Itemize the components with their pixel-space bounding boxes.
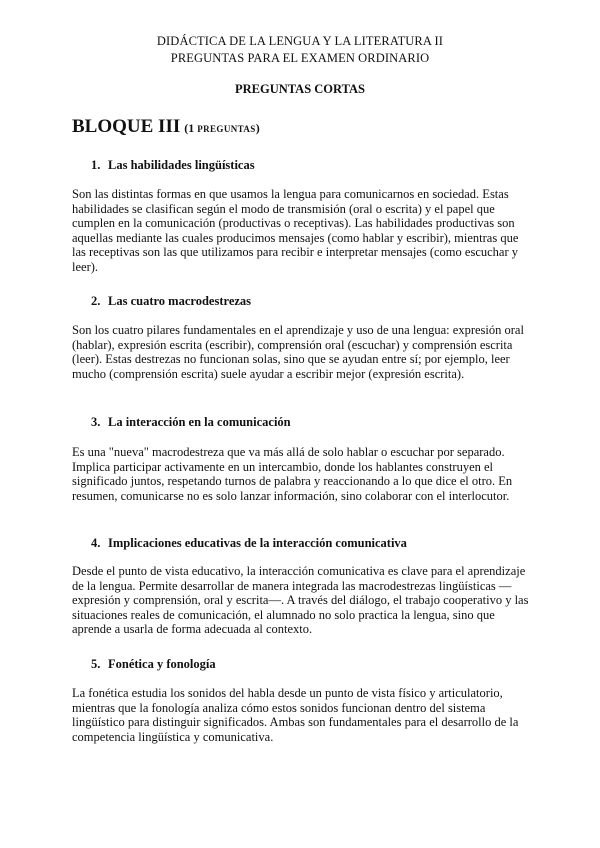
course-title: DIDÁCTICA DE LA LENGUA Y LA LITERATURA II bbox=[156, 34, 444, 48]
section-subtitle: PREGUNTAS CORTAS bbox=[234, 82, 366, 96]
section-heading-2 bbox=[91, 294, 251, 309]
section-number: 4. bbox=[91, 536, 101, 550]
section-paragraph-1: Son las distintas formas en que usamos la lengua para comunicarnos en sociedad. Estas habilidades se clasifican según el modo de transmisión (oral o escrita) y el papel que cumplen en la comunicación (productivas o receptivas). Las habilidades productivas son aquellas mediante las cuales producimos mensajes (como hablar y escribir), mientras que las receptivas son las que utilizamos para recibir e interpretar mensajes (como escuchar y leer). bbox=[72, 187, 519, 274]
section-heading-text: Las habilidades lingüísticas bbox=[108, 158, 255, 172]
section-heading-3 bbox=[91, 415, 291, 430]
block-count-word: PREGUNTAS bbox=[197, 124, 256, 134]
section-number: 2. bbox=[91, 294, 101, 308]
block-title bbox=[72, 116, 260, 138]
section-paragraph-2: Son los cuatro pilares fundamentales en el aprendizaje y uso de una lengua: expresión oral (hablar), expresión escrita (escribir), comprensión oral (escuchar) y comprensión escrita (leer). Estas destrezas no funcionan solas, sino que se ayudan entre sí; por ejemplo, leer mucho (comprensión escrita) suele ayudar a escribir mejor (expresión escrita). bbox=[72, 323, 524, 381]
section-heading-1 bbox=[91, 158, 255, 173]
section-paragraph-4: Desde el punto de vista educativo, la interacción comunicativa es clave para el aprendizaje de la lengua. Permite desarrollar de manera integrada las macrodestrezas lingüísticas —expresión y comprensión, oral y escrita—. A través del diálogo, el trabajo cooperativo y las situaciones reales de comunicación, el alumnado no solo practica la lengua, sino que aprende a usarla de forma adecuada al contexto. bbox=[72, 564, 529, 637]
section-heading-text: Fonética y fonología bbox=[108, 657, 216, 671]
section-number: 5. bbox=[91, 657, 101, 671]
section-number: 1. bbox=[91, 158, 101, 172]
section-heading-5 bbox=[91, 657, 216, 672]
block-count-close: ) bbox=[255, 121, 260, 135]
section-paragraph-5: La fonética estudia los sonidos del habla desde un punto de vista físico y articulatorio, mientras que la fonología analiza cómo estos sonidos funcionan dentro del sistema lingüístico para distinguir significados. Ambas son fundamentales para el desarrollo de la competencia lingüística y comunicativa. bbox=[72, 686, 519, 744]
section-heading-text: Implicaciones educativas de la interacción comunicativa bbox=[108, 536, 407, 550]
block-count-open: (1 bbox=[184, 121, 198, 135]
section-heading-text: La interacción en la comunicación bbox=[108, 415, 291, 429]
block-name: BLOQUE III bbox=[72, 116, 181, 137]
section-heading-text: Las cuatro macrodestrezas bbox=[108, 294, 252, 308]
section-number: 3. bbox=[91, 415, 101, 429]
section-heading-4 bbox=[91, 536, 407, 551]
section-paragraph-3: Es una "nueva" macrodestreza que va más allá de solo hablar o escuchar por separado. Implica participar activamente en un intercambio, donde los hablantes construyen el significado juntos, respetando turnos de palabra y reaccionando a lo que dice el otro. En resumen, comunicarse no es solo lanzar información, sino colaborar con el interlocutor. bbox=[72, 445, 513, 503]
exam-title: PREGUNTAS PARA EL EXAMEN ORDINARIO bbox=[170, 51, 430, 65]
